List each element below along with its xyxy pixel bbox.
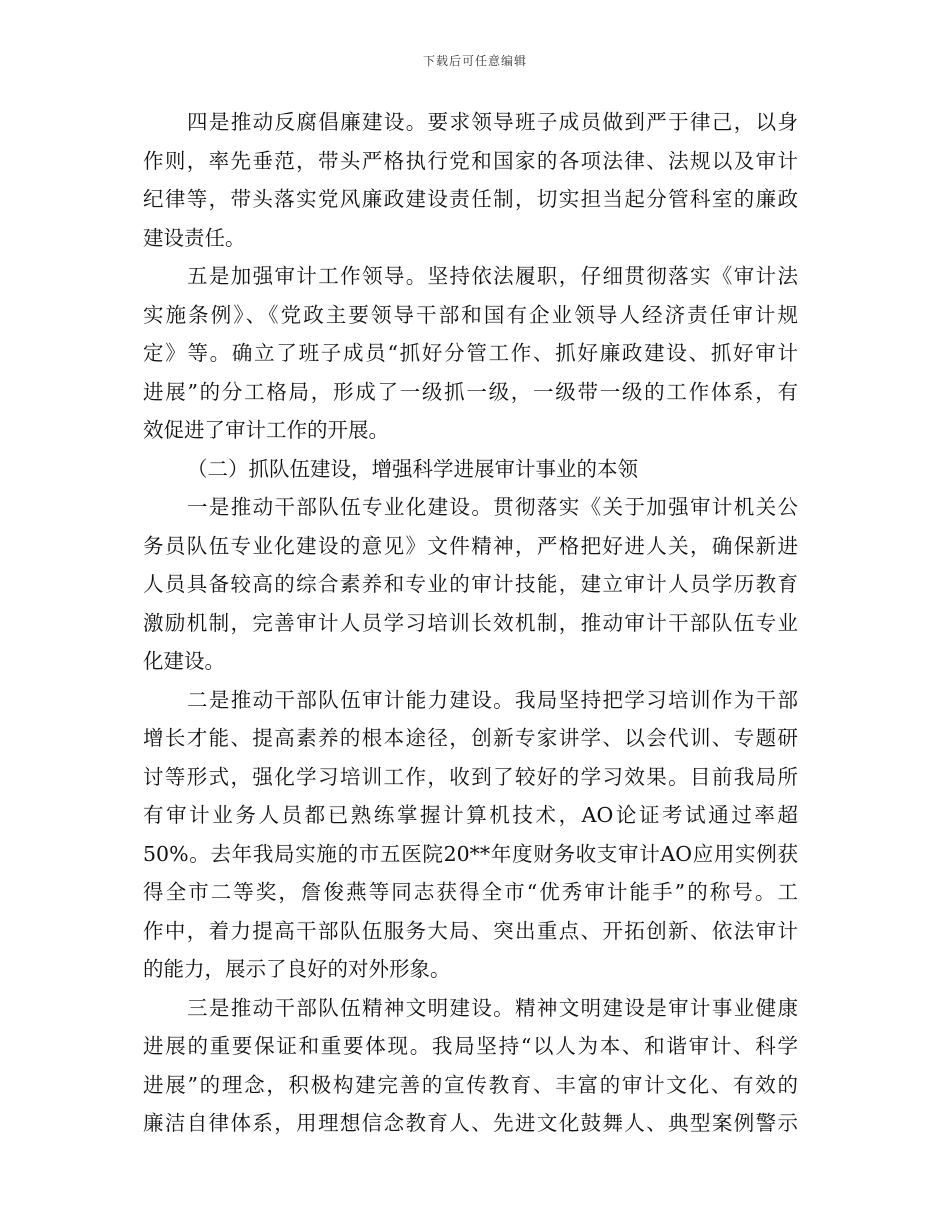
paragraph-line: 四是推动反腐倡廉建设。要求领导班子成员做到严于律己，以身 bbox=[187, 110, 798, 134]
paragraph-line: 50%。去年我局实施的市五医院20**年度财务收支审计AO应用实例获 bbox=[143, 841, 798, 866]
paragraph-line: 作则，率先垂范，带头严格执行党和国家的各项法律、法规以及审计 bbox=[143, 148, 798, 173]
paragraph bbox=[143, 103, 798, 257]
paragraph-line: 廉洁自律体系，用理想信念教育人、先进文化鼓舞人、典型案例警示 bbox=[143, 1111, 798, 1135]
paragraph-line: 三是推动干部队伍精神文明建设。精神文明建设是审计事业健康 bbox=[187, 995, 798, 1020]
paragraph-line: 讨等形式，强化学习培训工作，收到了较好的学习效果。目前我局所 bbox=[143, 764, 798, 789]
paragraph-line: 效促进了审计工作的开展。 bbox=[143, 418, 389, 442]
paragraph bbox=[143, 488, 798, 681]
section-heading-line: （二）抓队伍建设，增强科学进展审计事业的本领 bbox=[187, 456, 638, 481]
paragraph-line: 有审计业务人员都已熟练掌握计算机技术，AO论证考试通过率超 bbox=[143, 803, 798, 827]
paragraph bbox=[143, 257, 798, 450]
paragraph-line: 定》等。确立了班子成员“抓好分管工作、抓好廉政建设、抓好审计 bbox=[143, 341, 798, 365]
paragraph-line: 增长才能、提高素养的根本途径，创新专家讲学、以会代训、专题研 bbox=[143, 726, 798, 750]
paragraph-line: 五是加强审计工作领导。坚持依法履职，仔细贯彻落实《审计法 bbox=[187, 264, 798, 288]
section-heading bbox=[143, 450, 798, 489]
paragraph-line: 二是推动干部队伍审计能力建设。我局坚持把学习培训作为干部 bbox=[187, 687, 798, 712]
paragraph-line: 务员队伍专业化建设的意见》文件精神，严格把好进人关，确保新进 bbox=[143, 533, 798, 558]
paragraph-line: 化建设。 bbox=[143, 649, 225, 673]
document-body bbox=[143, 103, 798, 1143]
paragraph-line: 作中，着力提高干部队伍服务大局、突出重点、开拓创新、依法审计 bbox=[143, 918, 798, 943]
paragraph bbox=[143, 681, 798, 989]
paragraph-line: 一是推动干部队伍专业化建设。贯彻落实《关于加强审计机关公 bbox=[187, 495, 798, 519]
paragraph-line: 得全市二等奖，詹俊燕等同志获得全市“优秀审计能手”的称号。工 bbox=[143, 880, 798, 904]
page-header: 下载后可任意编辑 bbox=[422, 54, 527, 68]
paragraph-line: 实施条例》、《党政主要领导干部和国有企业领导人经济责任审计规 bbox=[143, 302, 798, 327]
paragraph-line: 纪律等，带头落实党风廉政建设责任制，切实担当起分管科室的廉政 bbox=[143, 187, 798, 211]
paragraph-line: 进展的重要保证和重要体现。我局坚持“以人为本、和谐审计、科学 bbox=[143, 1034, 798, 1058]
paragraph bbox=[143, 989, 798, 1143]
paragraph-line: 的能力，展示了良好的对外形象。 bbox=[143, 957, 451, 981]
paragraph-line: 进展”的理念，积极构建完善的宣传教育、丰富的审计文化、有效的 bbox=[143, 1072, 798, 1097]
paragraph-line: 人员具备较高的综合素养和专业的审计技能，建立审计人员学历教育 bbox=[143, 572, 798, 596]
paragraph-line: 建设责任。 bbox=[143, 225, 246, 250]
paragraph-line: 进展”的分工格局，形成了一级抓一级，一级带一级的工作体系，有 bbox=[143, 379, 798, 404]
paragraph-line: 激励机制，完善审计人员学习培训长效机制，推动审计干部队伍专业 bbox=[143, 610, 798, 635]
